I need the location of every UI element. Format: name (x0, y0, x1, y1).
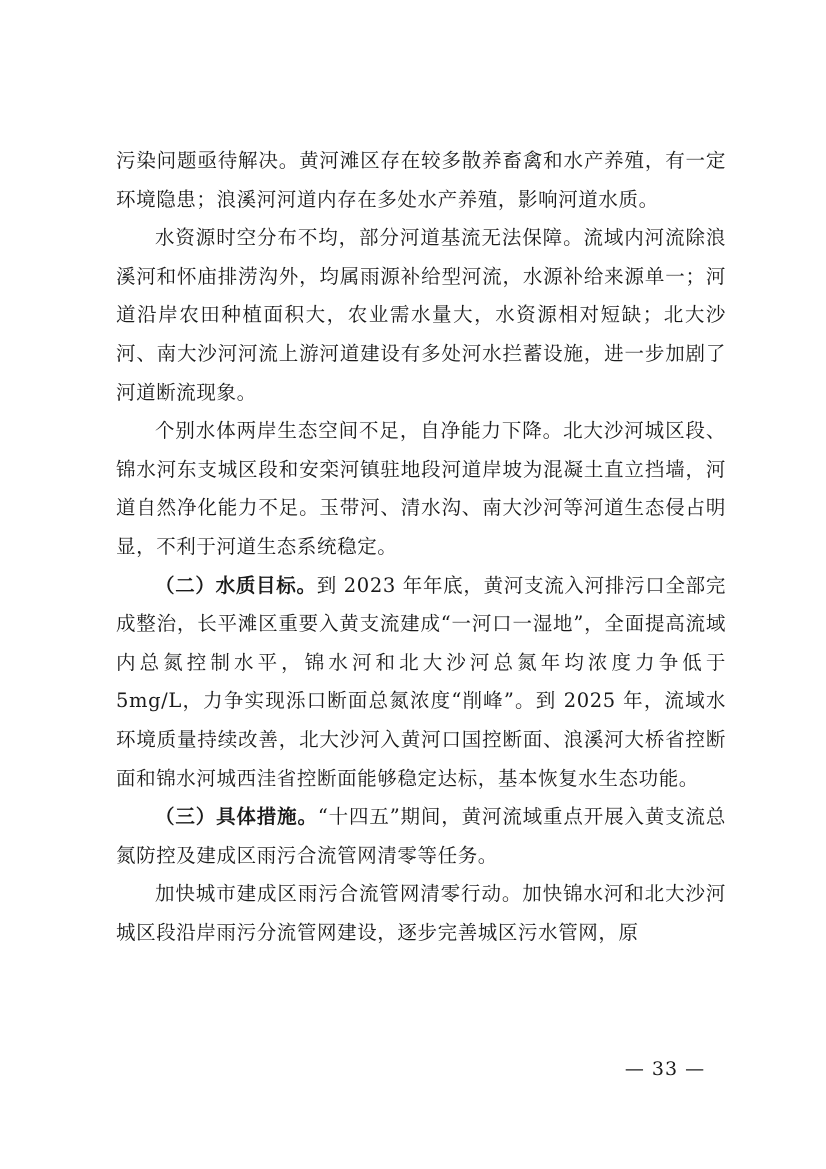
page-number: — 33 — (624, 1058, 706, 1080)
paragraph-pollution-issue (116, 142, 726, 219)
paragraph-text: 污染问题亟待解决。黄河滩区存在较多散养畜禽和水产养殖，有一定环境隐患；浪溪河河道内存在多处水产养殖，影响河道水质。 (116, 149, 726, 211)
paragraph-text: 加快城市建成区雨污合流管网清零行动。加快锦水河和北大沙河城区段沿岸雨污分流管网建设，逐步完善城区污水管网，原 (116, 882, 726, 944)
paragraph-specific-measures (116, 798, 726, 875)
paragraph-sewer-separation (116, 875, 726, 952)
section-heading-measures: （三）具体措施。 (155, 805, 318, 829)
body-text (116, 142, 726, 952)
paragraph-text: “十四五”期间，黄河流域重点开展入黄支流总氮防控及建成区雨污合流管网清零等任务。 (116, 805, 726, 867)
paragraph-text: 到 2023 年年底，黄河支流入河排污口全部完成整治，长平滩区重要入黄支流建成“一河口一湿地”，全面提高流域内总氮控制水平，锦水河和北大沙河总氮年均浓度力争低于 5mg/L，力争实现泺口断面总氮浓度“削峰”。到 2025 年，流域水环境质量持续改善，北大沙河入黄河口国控断面、浪溪河大桥省控断面和锦水河城西洼省控断面能够稳定达标，基本恢复水生态功能。 (116, 573, 726, 790)
paragraph-water-resources (116, 219, 726, 412)
paragraph-water-quality-target (116, 567, 726, 799)
paragraph-text: 个别水体两岸生态空间不足，自净能力下降。北大沙河城区段、锦水河东支城区段和安栾河镇驻地段河道岸坡为混凝土直立挡墙，河道自然净化能力不足。玉带河、清水沟、南大沙河等河道生态侵占明显，不利于河道生态系统稳定。 (116, 419, 726, 558)
section-heading-water-quality: （二）水质目标。 (155, 573, 317, 597)
paragraph-text: 水资源时空分布不均，部分河道基流无法保障。流域内河流除浪溪河和怀庙排涝沟外，均属雨源补给型河流，水源补给来源单一；河道沿岸农田种植面积大，农业需水量大，水资源相对短缺；北大沙河、南大沙河河流上游河道建设有多处河水拦蓄设施，进一步加剧了河道断流现象。 (116, 226, 726, 404)
paragraph-ecological-space (116, 412, 726, 566)
